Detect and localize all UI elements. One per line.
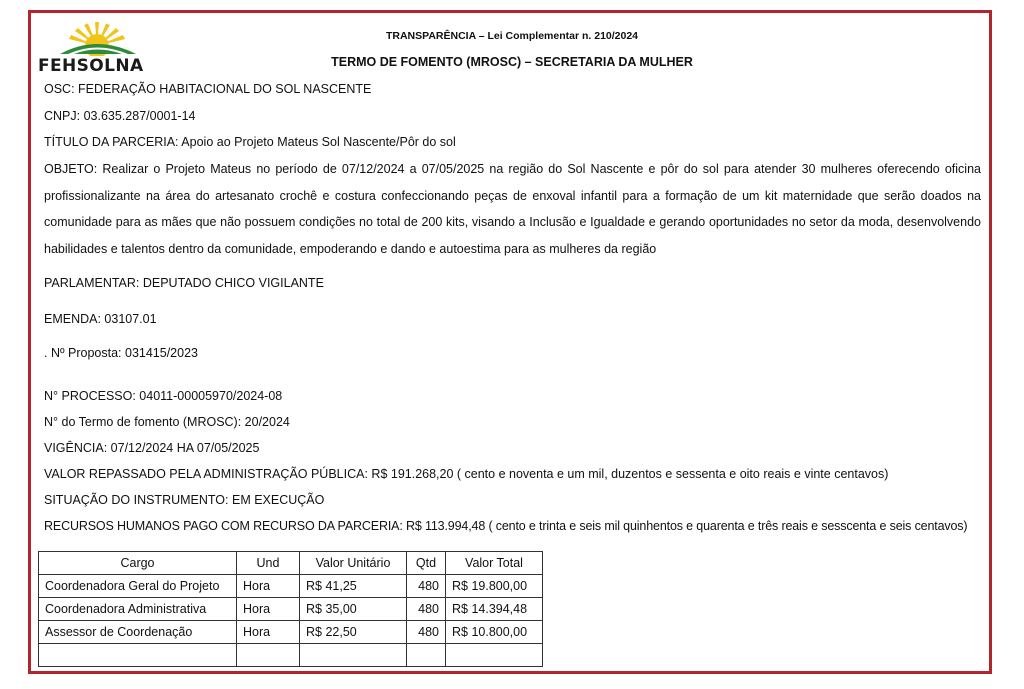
transparencia-heading: TRANSPARÊNCIA – Lei Complementar n. 210/2024 — [385, 30, 639, 42]
situacao-line: SITUAÇÃO DO INSTRUMENTO: EM EXECUÇÃO — [44, 493, 325, 507]
parlamentar-line: PARLAMENTAR: DEPUTADO CHICO VIGILANTE — [44, 276, 324, 290]
cell-valor-unitario: R$ 22,50 — [300, 621, 407, 644]
cell-valor-total: R$ 19.800,00 — [446, 575, 543, 598]
table-row — [39, 621, 543, 644]
cnpj-line: CNPJ: 03.635.287/0001-14 — [44, 109, 196, 123]
cell-und: Hora — [237, 598, 300, 621]
proposta-line: . Nº Proposta: 031415/2023 — [44, 346, 198, 360]
table-row — [39, 598, 543, 621]
cell-cargo: Coordenadora Administrativa — [39, 598, 237, 621]
cell-valor-unitario: R$ 35,00 — [300, 598, 407, 621]
vigencia-line: VIGÊNCIA: 07/12/2024 HA 07/05/2025 — [44, 441, 260, 455]
col-valor-unitario: Valor Unitário — [300, 552, 407, 575]
cell-cargo: Assessor de Coordenação — [39, 621, 237, 644]
recursos-humanos-table — [38, 551, 543, 667]
cell-qtd: 480 — [407, 598, 446, 621]
table-header-row — [39, 552, 543, 575]
cell-und: Hora — [237, 621, 300, 644]
cell-valor-unitario: R$ 41,25 — [300, 575, 407, 598]
cell-qtd: 480 — [407, 575, 446, 598]
titulo-line: TÍTULO DA PARCERIA: Apoio ao Projeto Mateus Sol Nascente/Pôr do sol — [44, 135, 456, 149]
cell-cargo: Coordenadora Geral do Projeto — [39, 575, 237, 598]
col-qtd: Qtd — [407, 552, 446, 575]
cell-und: Hora — [237, 575, 300, 598]
emenda-line: EMENDA: 03107.01 — [44, 312, 157, 326]
objeto-paragraph: OBJETO: Realizar o Projeto Mateus no período de 07/12/2024 a 07/05/2025 na região do Sol Nascente e pôr do sol para atender 30 mulheres oferecendo oficina profissionalizante na área do artesanato crochê e costura confeccionando peças de enxoval infantil para a formação de um kit maternidade que serão doados na comunidade para as mães que não possuem condições no total de 200 kits, visando a Inclusão e Igualdade e gerando oportunidades no setor da moda, desenvolvendo habilidades e talentos dentro da comunidade, empoderando e dando e autoestima para as mulheres da região — [44, 162, 981, 256]
osc-line: OSC: FEDERAÇÃO HABITACIONAL DO SOL NASCENTE — [44, 82, 372, 96]
termo-heading: TERMO DE FOMENTO (MROSC) – SECRETARIA DA MULHER — [331, 55, 693, 69]
table-empty-row — [39, 644, 543, 667]
table-row — [39, 575, 543, 598]
termo-fomento-line: N° do Termo de fomento (MROSC): 20/2024 — [44, 415, 290, 429]
recursos-line: RECURSOS HUMANOS PAGO COM RECURSO DA PARCERIA: R$ 113.994,48 ( cento e trinta e seis mil quinhentos e quarenta e três reais e sesscenta e seis centavos) — [44, 519, 968, 533]
logo-wordmark: FEHSOLNA — [38, 56, 144, 76]
cell-qtd: 480 — [407, 621, 446, 644]
processo-line: N° PROCESSO: 04011-00005970/2024-08 — [44, 389, 283, 403]
col-valor-total: Valor Total — [446, 552, 543, 575]
cell-valor-total: R$ 10.800,00 — [446, 621, 543, 644]
col-und: Und — [237, 552, 300, 575]
col-cargo: Cargo — [39, 552, 237, 575]
valor-line: VALOR REPASSADO PELA ADMINISTRAÇÃO PÚBLICA: R$ 191.268,20 ( cento e noventa e um mil, duzentos e sessenta e oito reais e vinte centavos) — [44, 467, 889, 481]
cell-valor-total: R$ 14.394,48 — [446, 598, 543, 621]
